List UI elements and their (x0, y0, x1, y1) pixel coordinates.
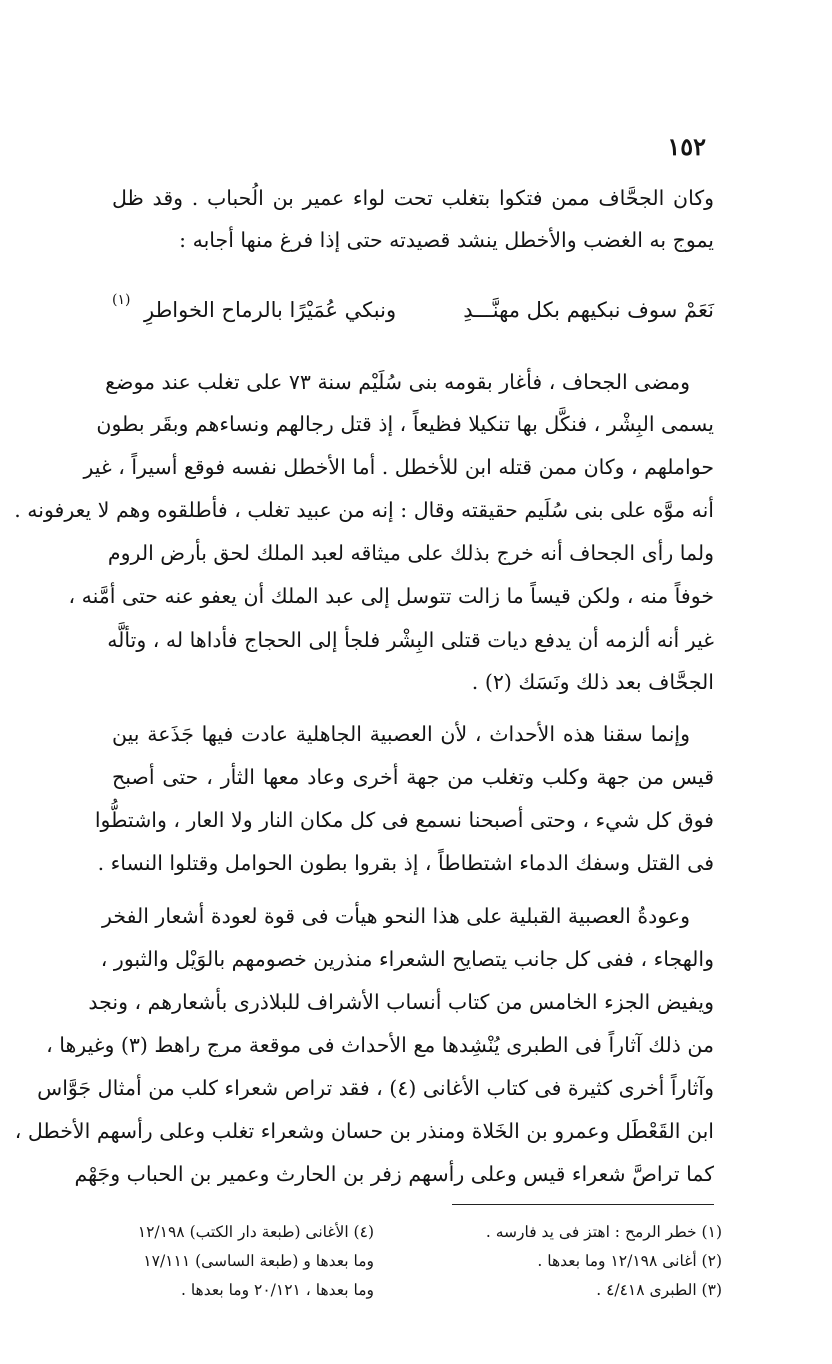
footnote-4-line-3: وما بعدها ، ٢٠/١٢١ وما بعدها . (180, 1281, 374, 1299)
footnote-3: (٣) الطبرى ٤/٤١٨ . (596, 1281, 722, 1299)
page-number: ١٥٢ (667, 132, 706, 161)
paragraph3-line-6: ابن القَعْطَل وعمرو بن الخَلاة ومنذر بن حسان وشعراء تغلب وعلى رأسهم الأخطل ، (14, 1119, 714, 1143)
footnote-1: (١) خطر الرمح : اهتز فى يد فارسه . (485, 1223, 722, 1241)
paragraph1-line-1: ومضى الجحاف ، فأغار بقومه بنى سُلَيْم سنة ٧٣ على تغلب عند موضع (105, 370, 690, 394)
footnote-separator (452, 1204, 714, 1205)
paragraph1-line-8: الجحَّاف بعد ذلك ونَسَك (٢) . (471, 670, 714, 694)
footnotes-right-column (422, 1218, 722, 1305)
footnote-2: (٢) أغانى ١٢/١٩٨ وما بعدها . (537, 1252, 722, 1270)
paragraph1-line-5: ولما رأى الجحاف أنه خرج بذلك على ميثاقه لعبد الملك لحق بأرض الروم (107, 541, 714, 565)
paragraph2-line-4: فى القتل وسفك الدماء اشتطاطاً ، إذ بقروا بطون الحوامل وقتلوا النساء . (97, 851, 714, 875)
paragraph1-line-4: أنه موَّه على بنى سُلَيم حقيقته وقال : إنه من عبيد تغلب ، فأطلقوه وهم لا يعرفونه . (14, 498, 714, 522)
paragraph3-line-7: كما تراصَّ شعراء قيس وعلى رأسهم زفر بن الحارث وعمير بن الحباب وجَهْم (74, 1162, 714, 1186)
paragraph1-line-6: خوفاً منه ، ولكن قيساً ما زالت تتوسل إلى عبد الملك أن يعفو عنه حتى أمَّنه ، (68, 584, 714, 608)
footnote-4-line-2: وما بعدها و (طبعة الساسى) ١٧/١١١ (143, 1252, 374, 1270)
paragraph1-line-2: يسمى البِشْر ، فنكَّل بها تنكيلا فظيعاً ، إذ قتل رجالهم ونساءهم وبقَر بطون (96, 412, 714, 436)
footnote-4-line-1: (٤) الأغانى (طبعة دار الكتب) ١٢/١٩٨ (137, 1223, 374, 1241)
intro-line-2: يموج به الغضب والأخطل ينشد قصيدته حتى إذا فرغ منها أجابه : (179, 228, 714, 252)
paragraph2-line-1: وإنما سقنا هذه الأحداث ، لأن العصبية الجاهلية عادت فيها جَذَعة بين (112, 722, 690, 746)
paragraph1-line-7: غير أنه ألزمه أن يدفع ديات قتلى البِشْر فلجأ إلى الحجاج فأداها له ، وتألَّه (107, 628, 714, 652)
poem-verse (112, 292, 714, 330)
paragraph3-line-5: وآثاراً أخرى كثيرة فى كتاب الأغانى (٤) ، فقد تراص شعراء كلب من أمثال جَوَّاس (37, 1076, 714, 1100)
verse-second-hemistich: ونبكي عُمَيْرًا بالرماح الخواطرِ (144, 298, 397, 322)
paragraph3-line-1: وعودةُ العصبية القبلية على هذا النحو هيأت فى قوة لعودة أشعار الفخر (102, 904, 690, 928)
paragraph1-line-3: حواملهم ، وكان ممن قتله ابن للأخطل . أما الأخطل نفسه فوقع أسيراً ، غير (83, 455, 714, 479)
intro-line-1: وكان الجحَّاف ممن فتكوا بتغلب تحت لواء عمير بن الُحباب . وقد ظل (112, 186, 714, 210)
verse-footnote-mark: (١) (112, 292, 131, 308)
paragraph3-line-4: من ذلك آثاراً فى الطبرى يُنْشِدها مع الأحداث فى موقعة مرج راهط (٣) وغيرها ، (46, 1033, 714, 1057)
paragraph2-line-3: فوق كل شيء ، وحتى أصبحنا نسمع فى كل مكان النار ولا العار ، واشتطُّوا (94, 808, 714, 832)
paragraph2-line-2: قيس من جهة وكلب وتغلب من جهة أخرى وعاد معها الثأر ، حتى أصبح (112, 765, 714, 789)
paragraph3-line-3: ويفيض الجزء الخامس من كتاب أنساب الأشراف للبلاذرى بأشعارهم ، ونجد (88, 990, 714, 1014)
verse-first-hemistich: نَعَمْ سوف نبكيهم بكل مهنَّـــدِ (463, 298, 714, 322)
paragraph3-line-2: والهجاء ، ففى كل جانب يتصايح الشعراء منذرين خصومهم بالوَيْل والثبور ، (100, 947, 714, 971)
footnotes-left-column (74, 1218, 374, 1305)
